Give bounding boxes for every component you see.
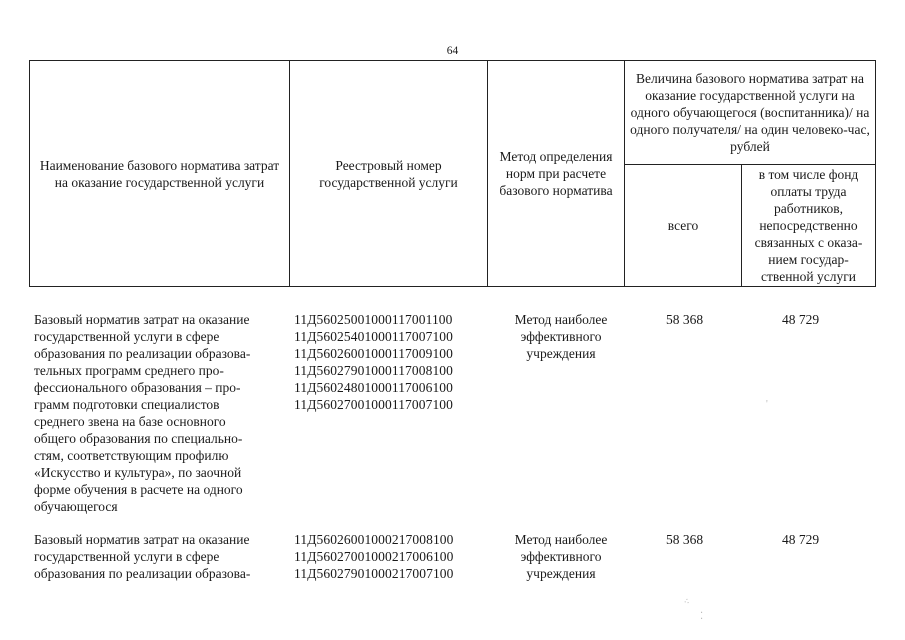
norm-total: 58 368	[665, 532, 704, 547]
norm-total: 58 368	[665, 312, 704, 327]
header-total-column: всего	[625, 165, 742, 287]
registry-code: 11Д56025401000117007100	[294, 329, 454, 344]
header-method-column: Метод определения норм при расчете базового норматива	[488, 61, 625, 287]
registry-code: 11Д56027901000217007100	[294, 566, 454, 581]
registry-code: 11Д56026001000217008100	[294, 532, 454, 547]
registry-codes	[288, 311, 494, 515]
scan-speck: ⁚	[700, 611, 704, 622]
header-value-group: Величина базового норматива затрат на оказание государственной услуги на одного обучающегося (воспитанника)/ на одного получателя/ на один человеко-час, рублей	[625, 61, 876, 165]
registry-code: 11Д56025001000117001100	[294, 312, 453, 327]
scan-speck: '	[766, 399, 768, 410]
registry-code: 11Д56026001000117009100	[294, 346, 454, 361]
header-fund-column: в том числе фонд оплаты труда работников, непосредственно связанных с оказа-нием государ-ственной услуги	[742, 165, 876, 287]
table-body	[29, 311, 879, 582]
norm-name: Базовый норматив затрат на оказание государственной услуги в сфере образования по реализации образова- тельных программ среднего про- фессионального образования – про- грамм подготовки специалистов среднего звена на базе основного общего образования по специально- стям, соответствующим профилю «Искусство и культура», по заочной форме обучения в расчете на одного обучающегося	[34, 312, 251, 514]
registry-code: 11Д56027001000217006100	[294, 549, 454, 564]
calculation-method: Метод наиболее эффективного учреждения	[514, 532, 608, 581]
page-number: 64	[446, 45, 459, 57]
table-row	[29, 531, 879, 582]
table-header	[29, 60, 876, 287]
registry-code: 11Д56024801000117006100	[294, 380, 454, 395]
norm-name: Базовый норматив затрат на оказание государственной услуги в сфере образования по реализации образова-	[34, 532, 251, 581]
calculation-method: Метод наиболее эффективного учреждения	[514, 312, 608, 361]
registry-codes	[288, 531, 494, 582]
scan-speck: ⁖	[682, 596, 692, 609]
header-registry-column: Реестровый номер государственной услуги	[290, 61, 488, 287]
registry-code: 11Д56027901000117008100	[294, 363, 454, 378]
table-row	[29, 311, 879, 515]
header-name-column: Наименование базового норматива затрат на оказание государственной услуги	[30, 61, 290, 287]
norm-labor-fund: 48 729	[781, 532, 820, 547]
norm-labor-fund: 48 729	[781, 312, 820, 327]
registry-code: 11Д56027001000117007100	[294, 397, 454, 412]
